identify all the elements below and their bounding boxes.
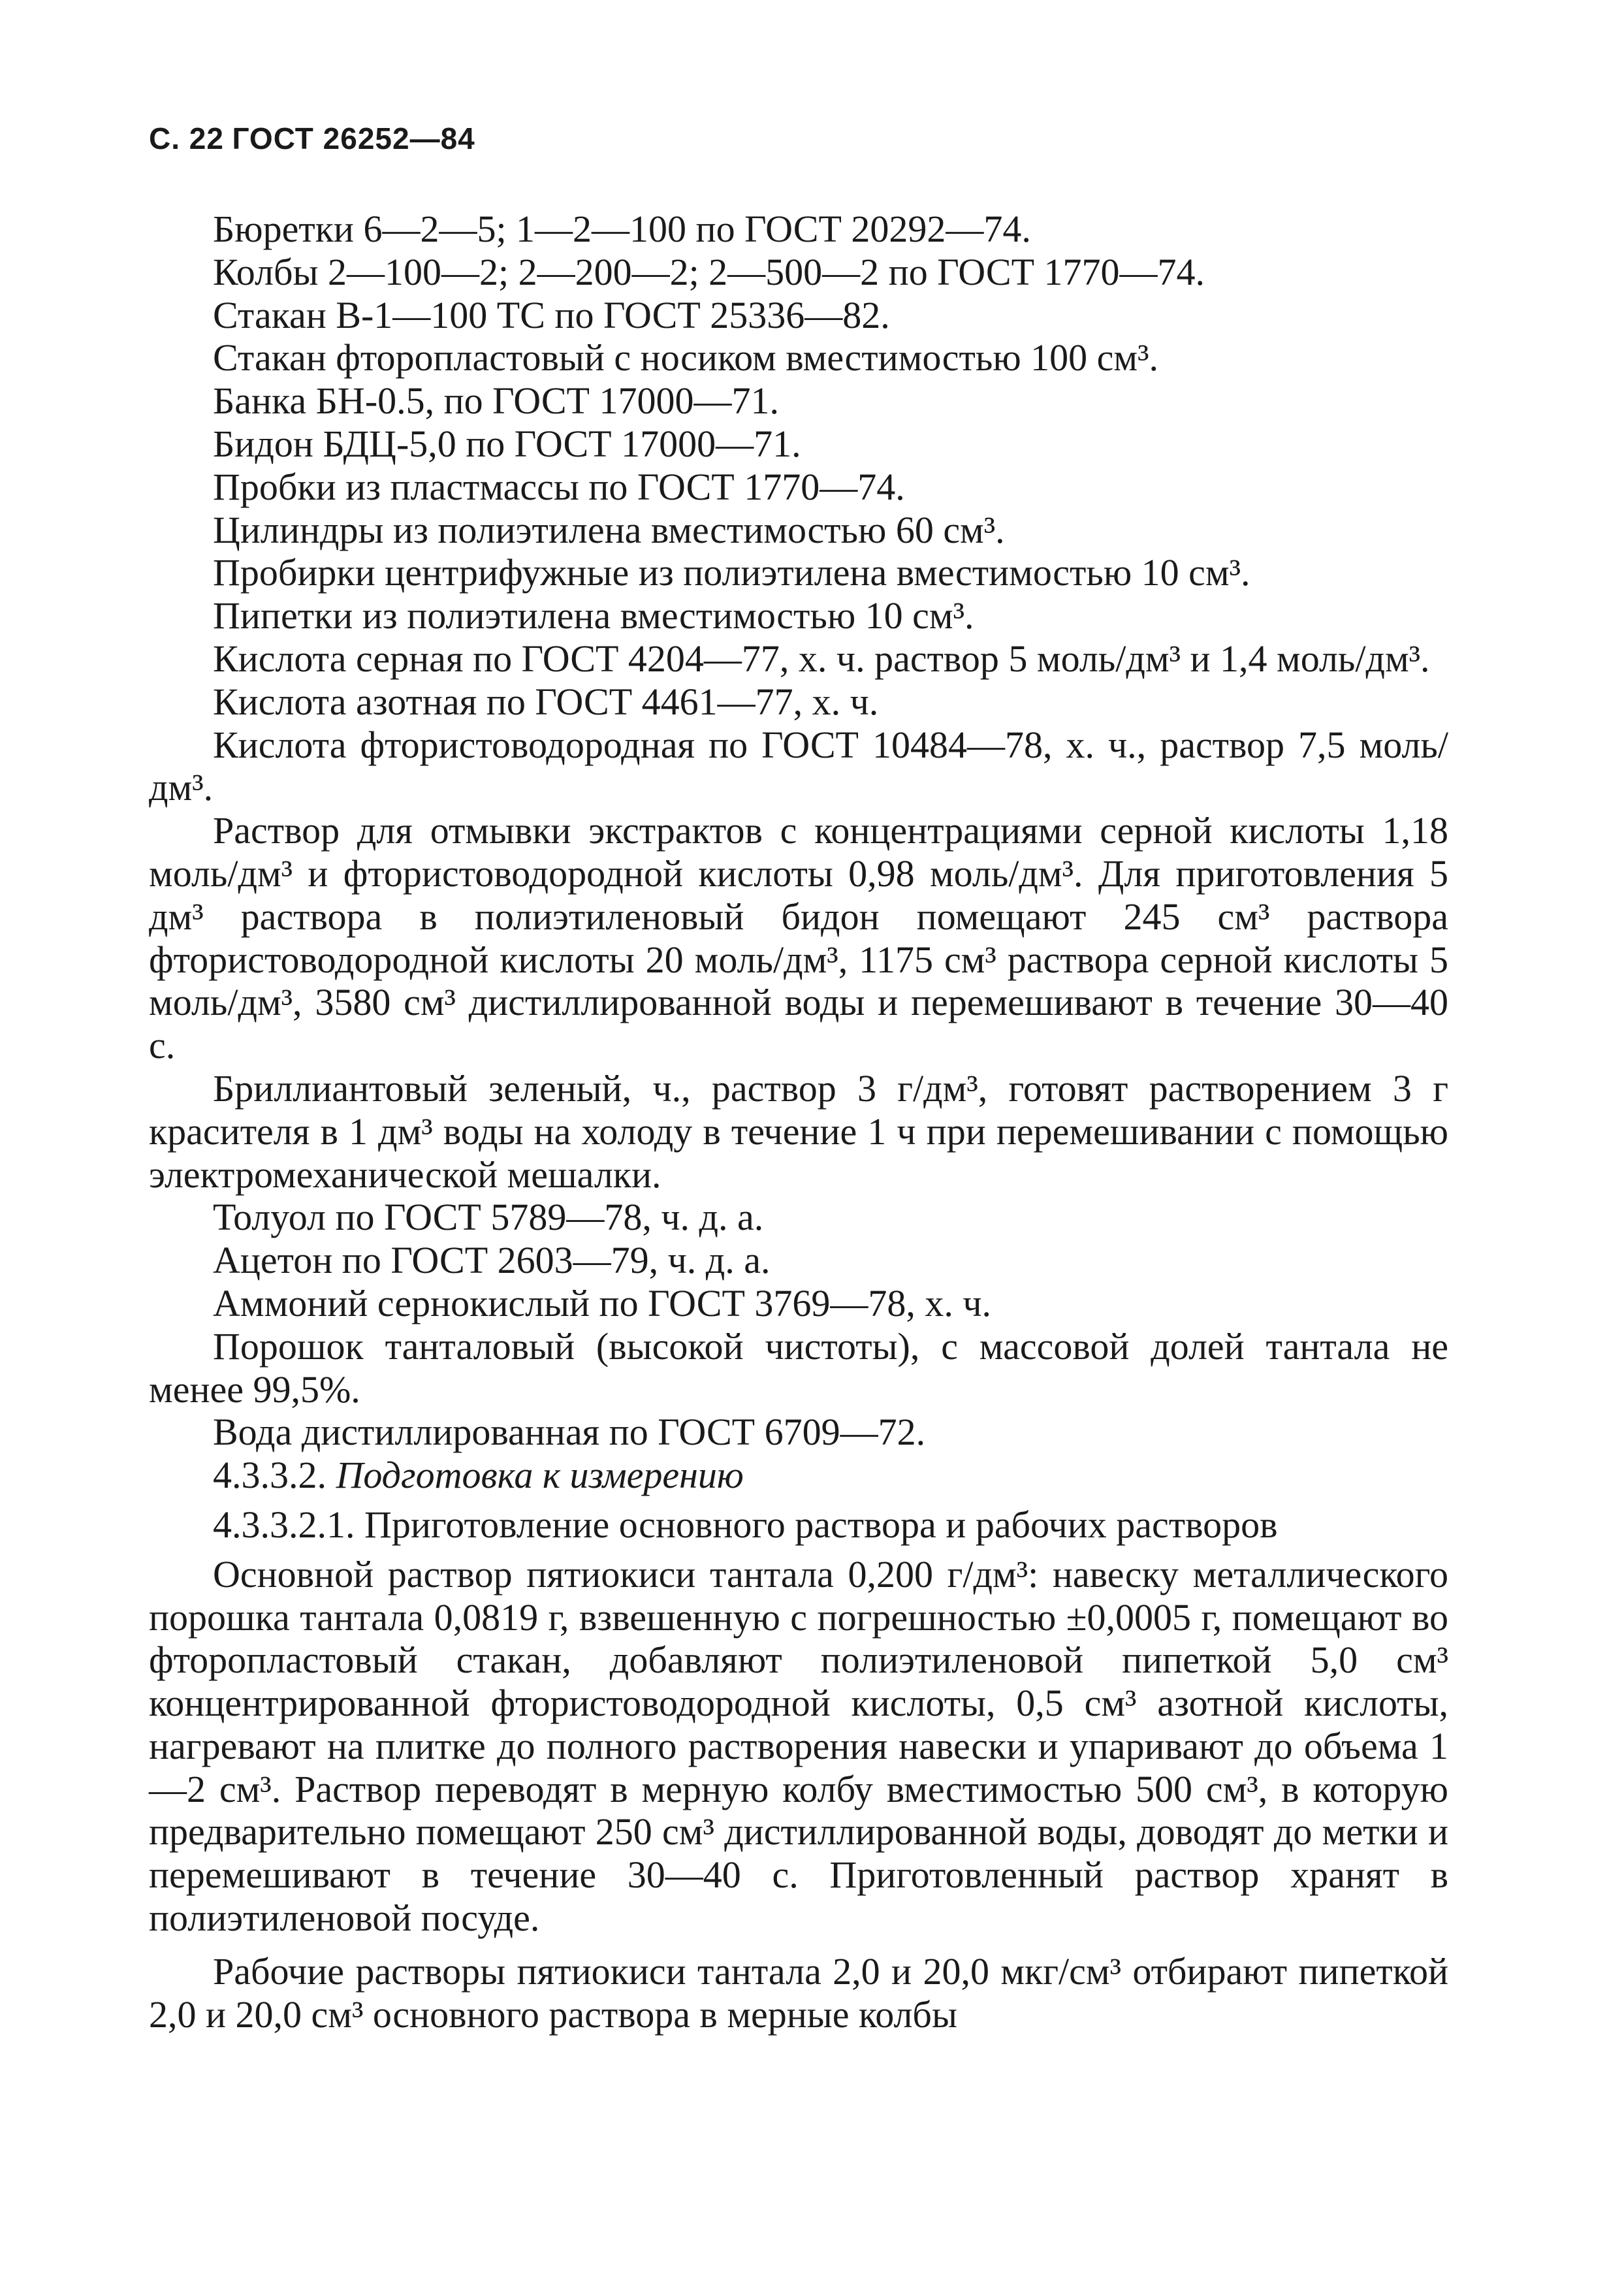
paragraph-distilled-water: Вода дистиллированная по ГОСТ 6709—72. [213, 1411, 926, 1454]
paragraph-brilliant-green: Бриллиантовый зеленый, ч., раствор 3 г/дм³, готовят растворением 3 г красителя в 1 дм³ воды на холоду в течение 1 ч при перемешивании с помощью электромеханической мешалки. [149, 1066, 1448, 1196]
paragraph-beaker: Стакан В-1—100 ТС по ГОСТ 25336—82. [213, 293, 890, 336]
paragraph-tubes: Пробирки центрифужные из полиэтилена вместимостью 10 см³. [213, 551, 1250, 594]
paragraph-canister: Бидон БДЦ-5,0 по ГОСТ 17000—71. [213, 422, 801, 465]
paragraph-nitric-acid: Кислота азотная по ГОСТ 4461—77, х. ч. [213, 680, 879, 723]
paragraph-ammonium-sulfate: Аммоний сернокислый по ГОСТ 3769—78, х. ч. [213, 1281, 992, 1324]
paragraph-tantalum-powder: Порошок танталовый (высокой чистоты), с массовой долей тантала не менее 99,5%. [149, 1324, 1448, 1411]
paragraph-toluene: Толуол по ГОСТ 5789—78, ч. д. а. [213, 1196, 764, 1239]
paragraph-wash-solution: Раствор для отмывки экстрактов с концентрациями серной кислоты 1,18 моль/дм³ и фтористоводородной кислоты 0,98 моль/дм³. Для приготовления 5 дм³ раствора в полиэтиленовый бидон помещают 245 см³ раствора фтористоводородной кислоты 20 моль/дм³, 1175 см³ раствора серной кислоты 5 моль/дм³, 3580 см³ дистиллированной воды и перемешивают в течение 30—40 с. [149, 809, 1448, 1067]
standard-code: ГОСТ 26252—84 [232, 121, 475, 155]
paragraph-working-solutions: Рабочие растворы пятиокиси тантала 2,0 и 20,0 мкг/см³ отбирают пипеткой 2,0 и 20,0 см³ основного раствора в мерные колбы [149, 1949, 1448, 2036]
subsection-heading-solutions: 4.3.3.2.1. Приготовление основного раствора и рабочих растворов [213, 1503, 1278, 1546]
paragraph-jar: Банка БН-0.5, по ГОСТ 17000—71. [213, 379, 779, 423]
paragraph-burettes: Бюретки 6—2—5; 1—2—100 по ГОСТ 20292—74. [213, 208, 1031, 250]
paragraph-cylinders: Цилиндры из полиэтилена вместимостью 60 см³. [213, 508, 1005, 551]
body-text [149, 208, 1448, 2036]
section-number: 4.3.3.2. [213, 1454, 326, 1497]
page-header [149, 121, 475, 156]
paragraph-acetone: Ацетон по ГОСТ 2603—79, ч. д. а. [213, 1239, 771, 1282]
section-heading-preparation [149, 1454, 1448, 1497]
paragraph-stoppers: Пробки из пластмассы по ГОСТ 1770—74. [213, 465, 905, 508]
paragraph-hydrofluoric-acid: Кислота фтористоводородная по ГОСТ 10484—78, х. ч., раствор 7,5 моль/дм³. [149, 723, 1448, 809]
section-title: Подготовка к измерению [336, 1454, 744, 1497]
paragraph-sulfuric-acid: Кислота серная по ГОСТ 4204—77, х. ч. раствор 5 моль/дм³ и 1,4 моль/дм³. [213, 637, 1430, 680]
paragraph-stock-solution: Основной раствор пятиокиси тантала 0,200 г/дм³: навеску металлического порошка тантала 0,0819 г, взвешенную с погрешностью ±0,0005 г, помещают во фторопластовый стакан, добавляют полиэтиленовой пипеткой 5,0 см³ концентрированной фтористоводородной кислоты, 0,5 см³ азотной кислоты, нагревают на плитке до полного растворения навески и упаривают до объема 1—2 см³. Раствор переводят в мерную колбу вместимостью 500 см³, в которую предварительно помещают 250 см³ дистиллированной воды, доводят до метки и перемешивают в течение 30—40 с. Приготовленный раствор хранят в полиэтиленовой посуде. [149, 1552, 1448, 1940]
paragraph-flasks: Колбы 2—100—2; 2—200—2; 2—500—2 по ГОСТ 1770—74. [213, 250, 1205, 293]
page-number: С. 22 [149, 121, 224, 155]
paragraph-pipettes: Пипетки из полиэтилена вместимостью 10 см³. [213, 594, 974, 637]
paragraph-ptfe-beaker: Стакан фторопластовый с носиком вместимостью 100 см³. [213, 336, 1159, 379]
